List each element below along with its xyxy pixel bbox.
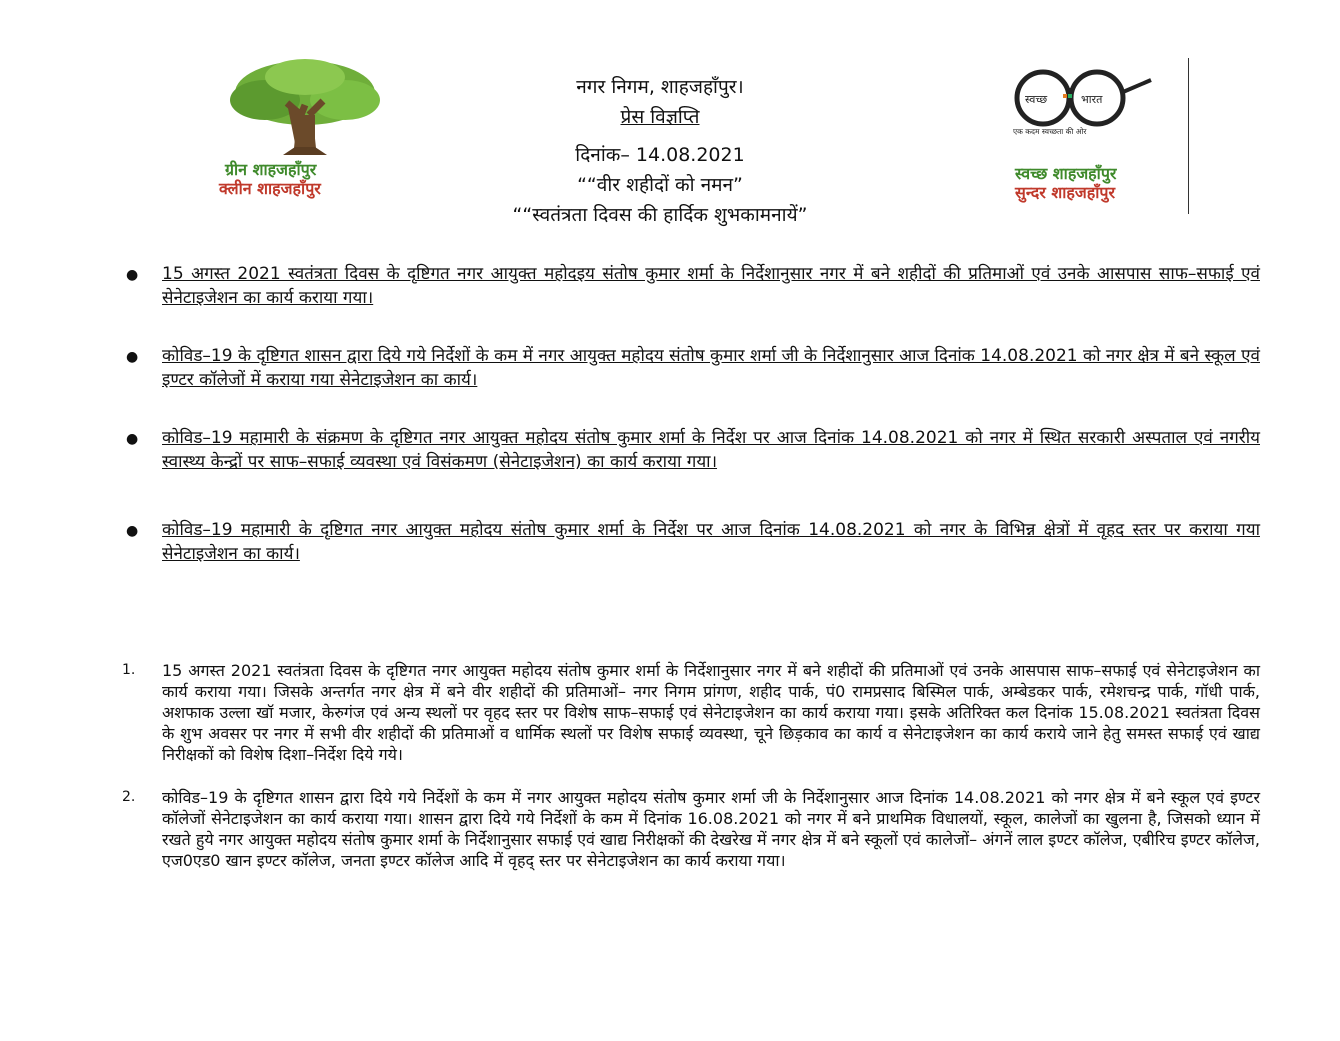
bullet-icon: ● — [126, 267, 139, 283]
slogan-2: ““स्वतंत्रता दिवस की हार्दिक शुभकामनायें” — [512, 204, 808, 226]
org-name: नगर निगम, शाहजहाँपुर। — [576, 76, 744, 98]
item-number: 1. — [122, 662, 136, 678]
divider-line — [1188, 58, 1189, 214]
bullet-item — [120, 344, 1260, 392]
bullet-text: कोविड–19 महामारी के संक्रमण के दृष्टिगत नगर आयुक्त महोदय संतोष कुमार शर्मा के निर्देश पर आज दिनांक 14.08.2021 को नगर में स्थित सरकारी अस्पताल एवं नगरीय स्वास्थ्य केन्द्रों पर साफ–सफाई व्यवस्था एवं विसंकमण (सेनेटाइजेशन) का कार्य कराया गया। — [162, 428, 1260, 472]
logo-left-line1: ग्रीन शाहजहाँपुर — [225, 160, 317, 179]
badge-right-text: भारत — [1081, 93, 1103, 106]
logo-right-line2: सुन्दर शाहजहाँपुर — [1015, 183, 1116, 202]
press-release-title: प्रेस विज्ञप्ति — [620, 106, 700, 128]
bullet-item — [120, 426, 1260, 474]
slogan-1: ““वीर शहीदों को नमन” — [577, 174, 743, 196]
swachh-bharat-logo — [1005, 62, 1185, 212]
bullet-text: कोविड–19 महामारी के दृष्टिगत नगर आयुक्त महोदय संतोष कुमार शर्मा के निर्देश पर आज दिनांक 14.08.2021 को नगर के विभिन्न क्षेत्रों में वृहद स्तर पर कराया गया सेनेटाइजेशन का कार्य। — [162, 520, 1260, 564]
highlight-bullets — [120, 262, 1260, 600]
numbered-item — [120, 660, 1260, 765]
badge-caption: एक कदम स्वच्छता की ओर — [1013, 127, 1087, 136]
document-header — [420, 72, 900, 230]
tree-icon — [205, 55, 405, 160]
bullet-icon: ● — [126, 523, 139, 539]
date-line: दिनांक– 14.08.2021 — [575, 144, 745, 166]
logo-right-line1: स्वच्छ शाहजहाँपुर — [1015, 164, 1117, 183]
numbered-item — [120, 787, 1260, 871]
item-number: 2. — [122, 789, 136, 805]
bullet-text: कोविड–19 के दृष्टिगत शासन द्वारा दिये गये निर्देशों के कम में नगर आयुक्त महोदय संतोष कुमार शर्मा जी के निर्देशानुसार आज दिनांक 14.08.2021 को नगर क्षेत्र में बने स्कूल एवं इण्टर कॉलेजों में कराया गया सेनेटाइजेशन का कार्य। — [162, 346, 1260, 390]
logo-left-line2: क्लीन शाहजहाँपुर — [219, 179, 321, 198]
gandhi-glasses-icon — [1005, 62, 1155, 137]
bullet-icon: ● — [126, 431, 139, 447]
green-shahjahanpur-logo — [205, 55, 405, 205]
bullet-item — [120, 518, 1260, 566]
badge-left-text: स्वच्छ — [1025, 93, 1048, 106]
numbered-paragraphs — [120, 660, 1260, 893]
bullet-item — [120, 262, 1260, 310]
item-text: 15 अगस्त 2021 स्वतंत्रता दिवस के दृष्टिगत नगर आयुक्त महोदय संतोष कुमार शर्मा के निर्देशानुसार नगर में बने शहीदों की प्रतिमाओं एवं उनके आसपास साफ–सफाई एवं सेनेटाइजेशन का कार्य कराया गया। जिसके अन्तर्गत नगर क्षेत्र में बने वीर शहीदों की प्रतिमाओं– नगर निगम प्रांगण, शहीद पार्क, पं0 रामप्रसाद बिस्मिल पार्क, अम्बेडकर पार्क, रमेशचन्द्र पार्क, गॉधी पार्क, अशफाक उल्ला खॉ मजार, केरुगंज एवं अन्य स्थलों पर वृहद स्तर पर विशेष साफ–सफाई एवं सेनेटाइजेशन का कार्य कराया गया। इसके अतिरिक्त कल दिनांक 15.08.2021 स्वतंत्रता दिवस के शुभ अवसर पर नगर में सभी वीर शहीदों की प्रतिमाओं व धार्मिक स्थलों पर विशेष सफाई व्यवस्था, चूने छिड़काव का कार्य व सेनेटाइजेशन का कार्य कराये जाने हेतु समस्त सफाई एवं खाद्य निरीक्षकों को विशेष दिशा–निर्देश दिये गये। — [162, 661, 1260, 764]
item-text: कोविड–19 के दृष्टिगत शासन द्वारा दिये गये निर्देशों के कम में नगर आयुक्त महोदय संतोष कुमार शर्मा जी के निर्देशानुसार आज दिनांक 14.08.2021 को नगर क्षेत्र में बने स्कूल एवं इण्टर कॉलेजों सेनेटाइजेशन का कार्य कराया गया। शासन द्वारा दिये गये निर्देशों के कम में दिनांक 16.08.2021 को नगर में बने प्राथमिक विधालयों, स्कूल, कालेजों का खुलना है, जिसको ध्यान में रखते हुये नगर आयुक्त महोदय संतोष कुमार शर्मा के निर्देशानुसार सफाई एवं खाद्य निरीक्षकों की देखरेख में नगर क्षेत्र में बने स्कूलों एवं कालेजों– अंगनें लाल इण्टर कॉलेज, एबीरिच इण्टर कॉलेज, एज0एड0 खान इण्टर कॉलेज, जनता इण्टर कॉलेज आदि में वृहद् स्तर पर सेनेटाइजेशन का कार्य कराया गया। — [162, 788, 1260, 870]
bullet-icon: ● — [126, 349, 139, 365]
bullet-text: 15 अगस्त 2021 स्वतंत्रता दिवस के दृष्टिगत नगर आयुक्त महोदइय संतोष कुमार शर्मा के निर्देशानुसार नगर में बने शहीदों की प्रतिमाओं एवं उनके आसपास साफ–सफाई एवं सेनेटाइजेशन का कार्य कराया गया। — [162, 264, 1260, 308]
